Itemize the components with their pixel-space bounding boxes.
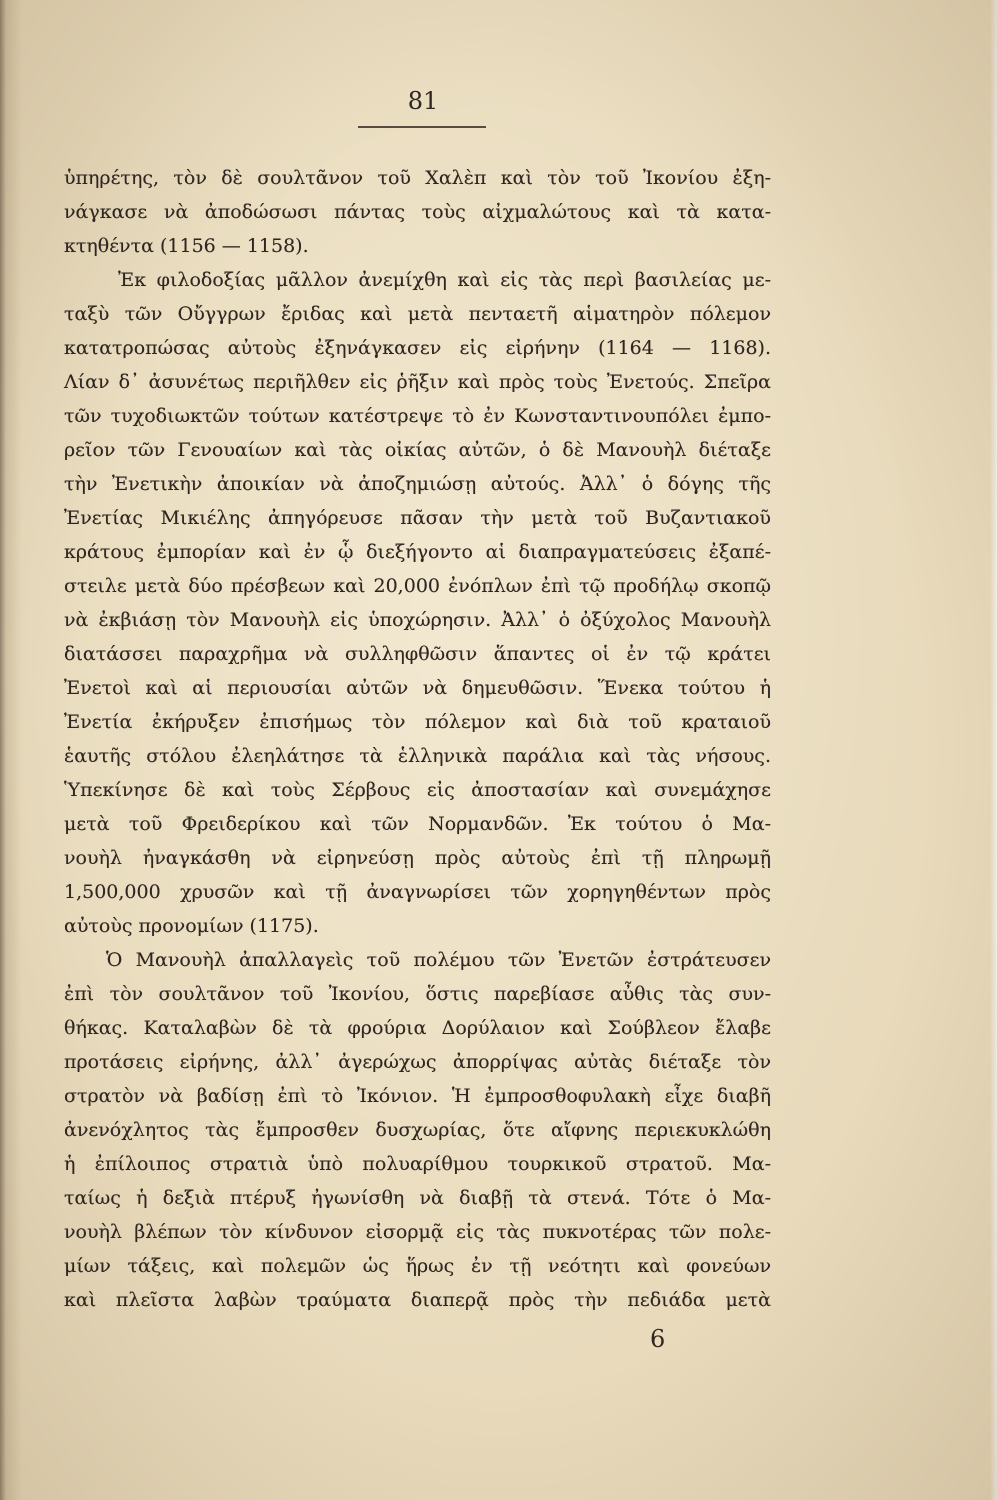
text-line: ρεῖον τῶν Γενουαίων καὶ τὰς οἰκίας αὐτῶν, ὁ δὲ Μανουὴλ διέταξε: [64, 439, 771, 461]
text-line: κατατροπώσας αὐτοὺς ἐξηνάγκασεν εἰς εἰρήνην (1164 — 1168).: [64, 337, 771, 359]
text-line: ταξὺ τῶν Οὔγγρων ἔριδας καὶ μετὰ πενταετῆ αἱματηρὸν πόλεμον: [64, 303, 771, 325]
text-line: στρατὸν νὰ βαδίσῃ ἐπὶ τὸ Ἰκόνιον. Ἡ ἐμπροσθοφυλακὴ εἶχε διαβῆ: [64, 1085, 771, 1107]
text-line: μίων τάξεις, καὶ πολεμῶν ὡς ἥρως ἐν τῇ νεότητι καὶ φονεύων: [64, 1255, 771, 1277]
text-line: ἐπὶ τὸν σουλτᾶνον τοῦ Ἰκονίου, ὅστις παρεβίασε αὖθις τὰς συν-: [64, 983, 771, 1005]
text-line: στειλε μετὰ δύο πρέσβεων καὶ 20,000 ἐνόπλων ἐπὶ τῷ προδήλῳ σκοπῷ: [64, 575, 771, 597]
text-line: κράτους ἐμπορίαν καὶ ἐν ᾧ διεξήγοντο αἱ διαπραγματεύσεις ἐξαπέ-: [64, 541, 771, 563]
text-line: μετὰ τοῦ Φρειδερίκου καὶ τῶν Νορμανδῶν. Ἐκ τούτου ὁ Μα-: [64, 813, 771, 835]
text-line: ἀνενόχλητος τὰς ἔμπροσθεν δυσχωρίας, ὅτε αἴφνης περιεκυκλώθη: [64, 1119, 771, 1141]
text-line: ἑαυτῆς στόλου ἐλεηλάτησε τὰ ἑλληνικὰ παράλια καὶ τὰς νήσους.: [64, 745, 771, 767]
text-line: Ἐνετοὶ καὶ αἱ περιουσίαι αὐτῶν νὰ δημευθῶσιν. Ἕνεκα τούτου ἡ: [64, 677, 771, 699]
text-line: Ὁ Μανουὴλ ἀπαλλαγεὶς τοῦ πολέμου τῶν Ἐνετῶν ἐστράτευσεν: [106, 949, 771, 971]
text-line: ὑπηρέτης, τὸν δὲ σουλτᾶνον τοῦ Χαλὲπ καὶ τὸν τοῦ Ἰκονίου ἐξη-: [64, 167, 771, 189]
text-line: 1,500,000 χρυσῶν καὶ τῇ ἀναγνωρίσει τῶν χορηγηθέντων πρὸς: [64, 881, 771, 903]
text-line: τὴν Ἐνετικὴν ἀποικίαν νὰ ἀποζημιώσῃ αὐτούς. Ἀλλ᾽ ὁ δόγης τῆς: [64, 473, 771, 495]
text-line: ταίως ἡ δεξιὰ πτέρυξ ἠγωνίσθη νὰ διαβῇ τὰ στενά. Τότε ὁ Μα-: [64, 1187, 771, 1209]
text-line: κτηθέντα (1156 — 1158).: [64, 235, 309, 257]
text-line: προτάσεις εἰρήνης, ἀλλ᾽ ἀγερώχως ἀπορρίψας αὐτὰς διέταξε τὸν: [64, 1051, 771, 1073]
text-line: τῶν τυχοδιωκτῶν τούτων κατέστρεψε τὸ ἐν Κωνσταντινουπόλει ἐμπο-: [64, 405, 771, 427]
header-rule: [358, 126, 486, 128]
page-number: 81: [407, 87, 439, 115]
text-line: ἡ ἐπίλοιπος στρατιὰ ὑπὸ πολυαρίθμου τουρκικοῦ στρατοῦ. Μα-: [64, 1153, 771, 1175]
text-line: θήκας. Καταλαβὼν δὲ τὰ φρούρια Δορύλαιον καὶ Σούβλεον ἔλαβε: [64, 1017, 771, 1039]
text-line: καὶ πλεῖστα λαβὼν τραύματα διαπερᾷ πρὸς τὴν πεδιάδα μετὰ: [64, 1289, 771, 1311]
text-line: νουὴλ ἠναγκάσθη νὰ εἰρηνεύσῃ πρὸς αὐτοὺς ἐπὶ τῇ πληρωμῇ: [64, 847, 771, 869]
text-line: νάγκασε νὰ ἀποδώσωσι πάντας τοὺς αἰχμαλώτους καὶ τὰ κατα-: [64, 201, 771, 223]
text-line: Ἐκ φιλοδοξίας μᾶλλον ἀνεμίχθη καὶ εἰς τὰς περὶ βασιλείας με-: [118, 269, 771, 291]
text-line: Ἐνετίας Μικιέλης ἀπηγόρευσε πᾶσαν τὴν μετὰ τοῦ Βυζαντιακοῦ: [64, 507, 771, 529]
text-line: διατάσσει παραχρῆμα νὰ συλληφθῶσιν ἅπαντες οἱ ἐν τῷ κράτει: [64, 643, 771, 665]
signature-mark: 6: [650, 1325, 666, 1353]
text-line: Ὑπεκίνησε δὲ καὶ τοὺς Σέρβους εἰς ἀποστασίαν καὶ συνεμάχησε: [64, 779, 771, 801]
text-line: νουὴλ βλέπων τὸν κίνδυνον εἰσορμᾷ εἰς τὰς πυκνοτέρας τῶν πολε-: [64, 1221, 771, 1243]
text-line: νὰ ἐκβιάσῃ τὸν Μανουὴλ εἰς ὑποχώρησιν. Ἀλλ᾽ ὁ ὀξύχολος Μανουὴλ: [64, 609, 771, 631]
text-line: αὐτοὺς προνομίων (1175).: [64, 915, 319, 937]
text-line: Λίαν δ᾽ ἀσυνέτως περιῆλθεν εἰς ῥῆξιν καὶ πρὸς τοὺς Ἐνετούς. Σπεῖρα: [64, 371, 771, 393]
body-text: [64, 161, 771, 1317]
text-line: Ἐνετία ἐκήρυξεν ἐπισήμως τὸν πόλεμον καὶ διὰ τοῦ κραταιοῦ: [64, 711, 771, 733]
